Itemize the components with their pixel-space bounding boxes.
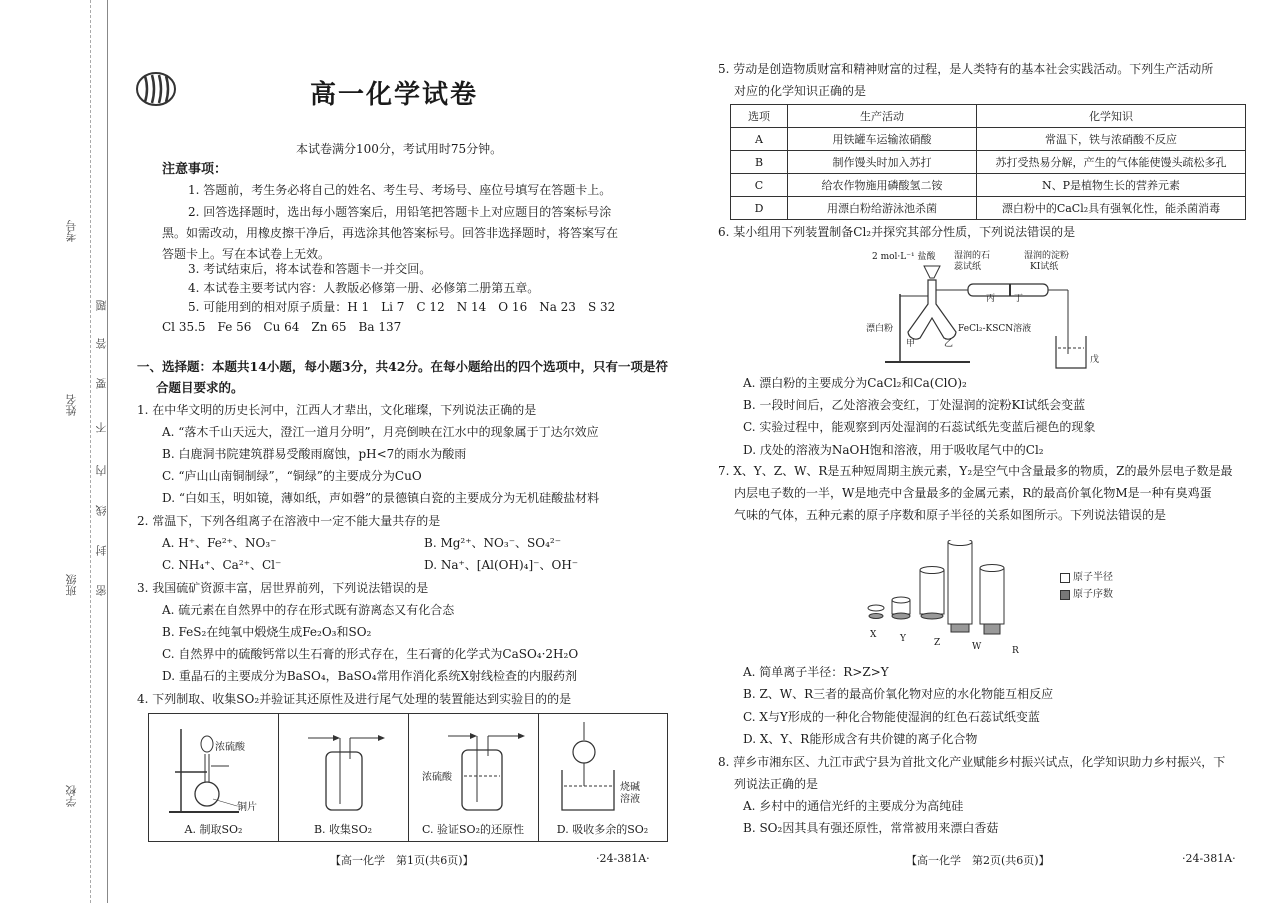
gas-bottle-icon <box>278 714 408 824</box>
q4-cell-a <box>149 714 279 841</box>
table-row <box>731 128 1246 151</box>
q2-stem: 2. 常温下，下列各组离子在溶液中一定不能大量共存的是 <box>137 514 441 528</box>
notice-line: 4. 本试卷主要考试内容：人教版必修第一册、必修第二册第五章。 <box>188 281 540 295</box>
q8-option-b: B. SO₂因其具有强还原性，常常被用来漂白香菇 <box>743 821 999 835</box>
binding-dashed-line <box>90 0 92 903</box>
table-row <box>731 151 1246 174</box>
margin-xingming: 姓名 <box>65 394 78 416</box>
table-cell: 给农作物施用磷酸氢二铵 <box>788 174 977 197</box>
margin-xuexiao: 学校 <box>65 785 78 807</box>
table-cell: A <box>731 128 788 151</box>
legend-swatch <box>1060 573 1070 583</box>
q2-option-c: C. NH₄⁺、Ca²⁺、Cl⁻ <box>162 558 282 572</box>
q5-stem-cont: 对应的化学知识正确的是 <box>734 84 867 98</box>
q3-option-c: C. 自然界中的硫酸钙常以生石膏的形式存在，生石膏的化学式为CaSO₄·2H₂O <box>162 647 579 661</box>
table-cell: N、P是植物生长的营养元素 <box>977 174 1246 197</box>
q7-option-b: B. Z、W、R三者的最高价氧化物对应的水化物能互相反应 <box>743 687 1054 701</box>
label-shirui-2: 蕊试纸 <box>954 262 982 272</box>
table-cell: B <box>731 151 788 174</box>
q4-caption-a: A. 制取SO₂ <box>184 823 243 836</box>
q7-line: 内层电子数的一半，W是地壳中含量最多的金属元素，R的最高价氧化物M是一种有臭鸡蛋 <box>734 486 1212 500</box>
q3-option-a: A. 硫元素在自然界中的存在形式既有游离态又有化合态 <box>162 603 455 617</box>
q6-option-b: B. 一段时间后，乙处溶液会变红，丁处湿润的淀粉KI试纸会变蓝 <box>743 398 1086 412</box>
q4-cell-c <box>408 714 539 841</box>
label-shaojian: 烧碱 <box>620 782 640 793</box>
notice-line: 3. 考试结束后，将本试卷和答题卡一并交回。 <box>188 262 432 276</box>
element-w: W <box>972 642 982 652</box>
footer-left-code: ·24-381A· <box>596 852 650 865</box>
table-header: 生产活动 <box>788 105 977 128</box>
label-yi: 乙 <box>944 339 954 349</box>
q7-line: 7. X、Y、Z、W、R是五种短周期主族元素，Y₂是空气中含量最多的物质，Z的最外层电子数是最 <box>718 464 1233 478</box>
q5-stem: 5. 劳动是创造物质财富和精神财富的过程，是人类特有的基本社会实践活动。下列生产活动所 <box>718 62 1214 76</box>
label-shirui: 湿润的石 <box>954 251 991 261</box>
label-wu: 戊 <box>1090 355 1100 365</box>
q6-option-a: A. 漂白粉的主要成分为CaCl₂和Ca(ClO)₂ <box>743 376 967 390</box>
q2-option-a: A. H⁺、Fe²⁺、NO₃⁻ <box>162 536 277 550</box>
table-header: 选项 <box>731 105 788 128</box>
seal-char: 线 <box>95 505 108 516</box>
legend-number <box>1060 585 1113 600</box>
element-r: R <box>1012 646 1019 656</box>
label-ki: KI试纸 <box>1030 262 1059 272</box>
seal-char: 内 <box>95 465 108 476</box>
notice-line: 黑。如需改动，用橡皮擦干净后，再选涂其他答案标号。回答非选择题时，将答案写在 <box>162 226 619 240</box>
q7-option-c: C. X与Y形成的一种化合物能使湿润的红色石蕊试纸变蓝 <box>743 710 1040 724</box>
notice-line: 1. 答题前，考生务必将自己的姓名、考生号、考场号、座位号填写在答题卡上。 <box>188 183 612 197</box>
element-z: Z <box>934 638 941 648</box>
page-title: 高一化学试卷 <box>310 80 479 110</box>
legend-swatch <box>1060 590 1070 600</box>
table-cell: 制作馒头时加入苏打 <box>788 151 977 174</box>
seal-char: 要 <box>95 378 108 389</box>
q4-stem: 4. 下列制取、收集SO₂并验证其还原性及进行尾气处理的装置能达到实验目的的是 <box>137 692 572 706</box>
label-tongpian: 铜片 <box>237 802 257 813</box>
q1-option-d: D. “白如玉，明如镜，薄如纸，声如磬”的景德镇白瓷的主要成分为无机硅酸盐材料 <box>162 491 600 505</box>
q8-line: 8. 萍乡市湘东区、九江市武宁县为首批文化产业赋能乡村振兴试点，化学知识助力乡村振兴，下 <box>718 755 1226 769</box>
q6-option-c: C. 实验过程中，能观察到丙处湿润的石蕊试纸先变蓝后褪色的现象 <box>743 420 1096 434</box>
label-dianfen: 湿润的淀粉 <box>1024 251 1070 261</box>
q1-stem: 1. 在中华文明的历史长河中，江西人才辈出，文化璀璨，下列说法正确的是 <box>137 403 537 417</box>
table-cell: 用漂白粉给游泳池杀菌 <box>788 197 977 220</box>
q7-option-a: A. 简单离子半径：R>Z>Y <box>743 665 889 679</box>
table-cell: C <box>731 174 788 197</box>
q4-cell-d <box>538 714 667 841</box>
seal-char: 封 <box>95 545 108 556</box>
footer-right-page: 【高一化学 第2页(共6页)】 <box>906 854 1050 867</box>
q2-option-b: B. Mg²⁺、NO₃⁻、SO₄²⁻ <box>424 536 562 550</box>
label-piaobaifen: 漂白粉 <box>866 324 894 334</box>
q6-option-d: D. 戊处的溶液为NaOH饱和溶液，用于吸收尾气中的Cl₂ <box>743 443 1044 457</box>
q6-stem: 6. 某小组用下列装置制备Cl₂并探究其部分性质，下列说法错误的是 <box>718 225 1076 239</box>
seal-char: 密 <box>95 585 108 596</box>
subtitle: 本试卷满分100分，考试用时75分钟。 <box>296 142 503 156</box>
q4-caption-c: C. 验证SO₂的还原性 <box>422 823 524 836</box>
q5-table <box>730 104 1246 220</box>
table-row <box>731 174 1246 197</box>
label-jia: 甲 <box>906 339 916 349</box>
margin-banji: 班级 <box>65 574 78 596</box>
margin-kaohao: 考号 <box>65 220 78 242</box>
label-fecl: FeCl₂-KSCN溶液 <box>958 324 1032 334</box>
label-nongliusuan-2: 浓硫酸 <box>422 772 452 783</box>
q8-line: 列说法正确的是 <box>734 777 819 791</box>
seal-char: 题 <box>95 300 108 311</box>
table-row <box>731 197 1246 220</box>
absorb-beaker-icon <box>538 714 667 824</box>
seal-char: 不 <box>95 422 108 433</box>
label-rongye: 溶液 <box>620 794 640 805</box>
q1-option-a: A. “落木千山天远大，澄江一道月分明”，月亮倒映在江水中的现象属于丁达尔效应 <box>162 425 599 439</box>
section-heading: 一、选择题：本题共14小题，每小题3分，共42分。在每小题给出的四个选项中，只有一项是符 <box>137 359 668 374</box>
q7-option-d: D. X、Y、R能形成含有共价键的离子化合物 <box>743 732 978 746</box>
q3-option-b: B. FeS₂在纯氧中煅烧生成Fe₂O₃和SO₂ <box>162 625 372 639</box>
q4-caption-b: B. 收集SO₂ <box>313 823 373 836</box>
element-x: X <box>870 630 877 640</box>
q4-cell-b <box>278 714 409 841</box>
footer-left-page: 【高一化学 第1页(共6页)】 <box>330 854 474 867</box>
element-y: Y <box>900 634 906 644</box>
notice-heading: 注意事项： <box>162 162 228 177</box>
q2-option-d: D. Na⁺、[Al(OH)₄]⁻、OH⁻ <box>424 558 579 572</box>
q1-option-b: B. 白鹿洞书院建筑群易受酸雨腐蚀，pH<7的雨水为酸雨 <box>162 447 467 461</box>
section-heading-cont: 合题目要求的。 <box>156 380 244 395</box>
notice-line: 5. 可能用到的相对原子质量：H 1 Li 7 C 12 N 14 O 16 Na 23 S 32 <box>188 300 616 314</box>
label-nongliusuan: 浓硫酸 <box>215 742 245 753</box>
label-acid: 2 mol·L⁻¹ 盐酸 <box>872 252 936 262</box>
q1-option-c: C. “庐山山南铜制绿”，“铜绿”的主要成分为CuO <box>162 469 422 483</box>
logo-icon <box>135 70 177 108</box>
table-cell: 常温下，铁与浓硝酸不反应 <box>977 128 1246 151</box>
table-cell: 漂白粉中的CaCl₂具有强氧化性，能杀菌消毒 <box>977 197 1246 220</box>
label-ding: 丁 <box>1014 294 1024 304</box>
q7-cylinder-figure <box>862 540 1062 658</box>
notice-line: 2. 回答选择题时，选出每小题答案后，用铅笔把答题卡上对应题目的答案标号涂 <box>188 205 612 219</box>
legend-label: 原子半径 <box>1073 572 1113 583</box>
q3-stem: 3. 我国硫矿资源丰富，居世界前列，下列说法错误的是 <box>137 581 429 595</box>
legend-label: 原子序数 <box>1073 589 1113 600</box>
binding-line <box>107 0 108 903</box>
table-header: 化学知识 <box>977 105 1246 128</box>
q6-apparatus-icon <box>860 244 1120 374</box>
q8-option-a: A. 乡村中的通信光纤的主要成分为高纯硅 <box>743 799 964 813</box>
notice-line: Cl 35.5 Fe 56 Cu 64 Zn 65 Ba 137 <box>162 320 402 334</box>
q4-caption-d: D. 吸收多余的SO₂ <box>556 823 649 836</box>
table-cell: 苏打受热易分解，产生的气体能使馒头疏松多孔 <box>977 151 1246 174</box>
q3-option-d: D. 重晶石的主要成分为BaSO₄，BaSO₄常用作消化系统X射线检查的内服药剂 <box>162 669 578 683</box>
table-cell: D <box>731 197 788 220</box>
table-cell: 用铁罐车运输浓硝酸 <box>788 128 977 151</box>
notice-line: 答题卡上。写在本试卷上无效。 <box>162 247 331 261</box>
q7-line: 气味的气体，五种元素的原子序数和原子半径的关系如图所示。下列说法错误的是 <box>734 508 1167 522</box>
footer-right-code: ·24-381A· <box>1182 852 1236 865</box>
label-bing: 丙 <box>986 294 996 304</box>
seal-char: 答 <box>95 338 108 349</box>
apparatus-icon <box>149 714 278 824</box>
q4-figure <box>148 713 668 842</box>
legend-radius <box>1060 568 1113 583</box>
